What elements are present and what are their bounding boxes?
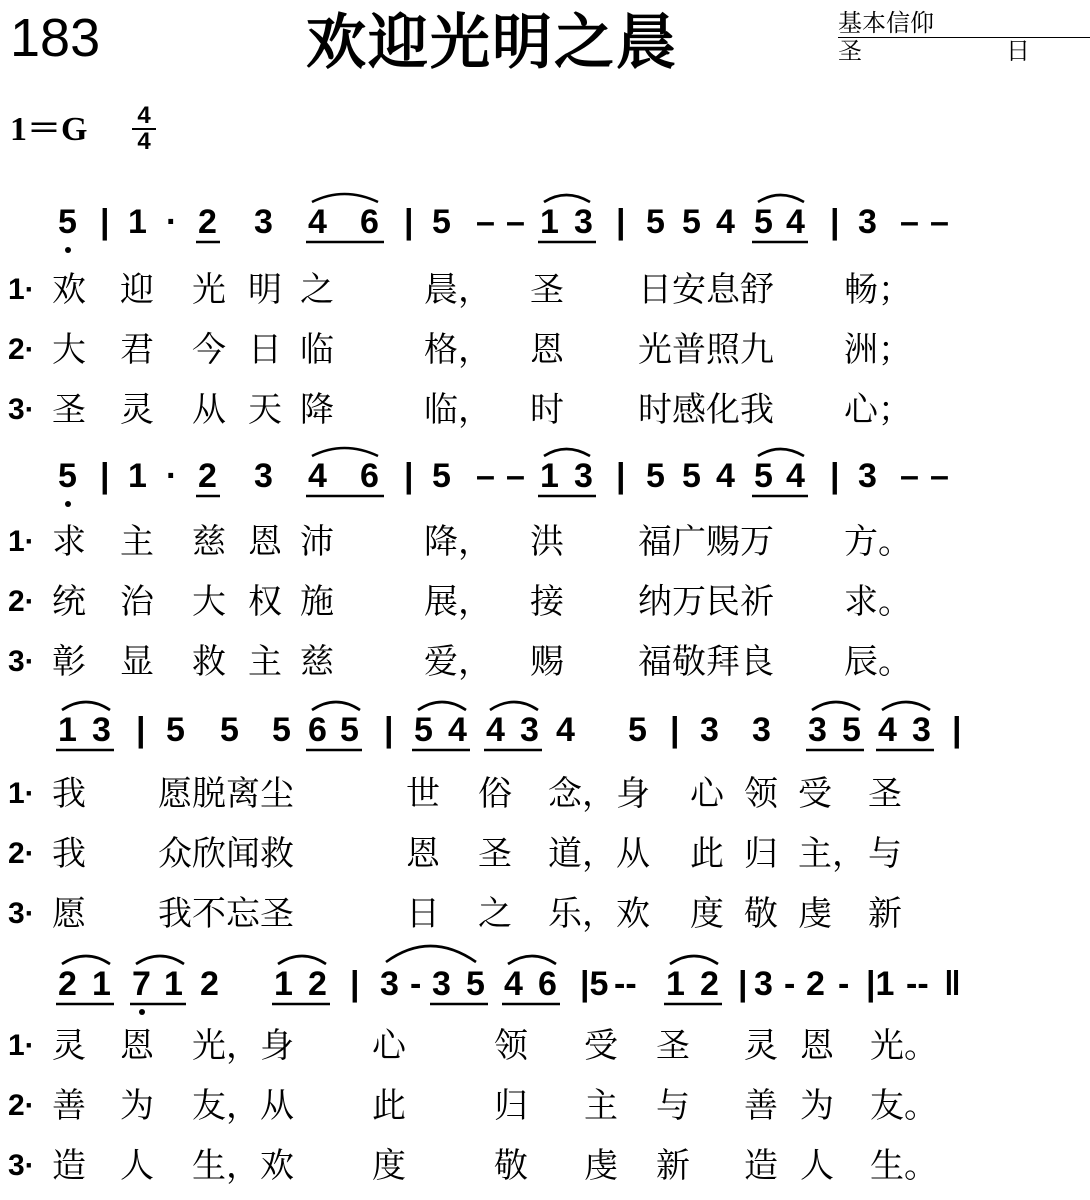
note: 2 <box>198 203 217 241</box>
slur-arc <box>312 194 378 202</box>
note: 3 <box>432 965 451 1003</box>
lyric: 度 <box>372 1146 406 1186</box>
lyric: 此 <box>372 1086 406 1126</box>
barline: | <box>100 457 110 495</box>
lyric: 光，身 <box>192 1026 294 1066</box>
lyric: 此 <box>690 834 724 874</box>
verse-number: 1· <box>8 273 35 306</box>
slur-arc <box>312 448 378 456</box>
note: 4 <box>486 711 505 749</box>
lyric: 善 <box>52 1086 86 1126</box>
category-label <box>838 10 1090 64</box>
dot: · <box>166 203 178 241</box>
lyric: 生。 <box>870 1146 938 1186</box>
note: 2 <box>58 965 77 1003</box>
lyric: 迎 <box>120 270 154 310</box>
verse-number: 2· <box>8 1089 35 1122</box>
lyric: 灵 <box>744 1026 778 1066</box>
verse-number: 3· <box>8 393 35 426</box>
note: 3 <box>754 965 773 1003</box>
lyric: 新 <box>868 894 902 934</box>
lyric: 降 <box>300 390 334 430</box>
lyric: 归 <box>744 834 778 874</box>
note: 3 <box>574 203 593 241</box>
verse-number: 3· <box>8 1149 35 1182</box>
lyric: 归 <box>494 1086 528 1126</box>
dash: – <box>900 203 919 241</box>
lyric: 众欣闻救 <box>158 834 294 874</box>
lyric: 为 <box>800 1086 834 1126</box>
lyric: 我不忘圣 <box>158 894 294 934</box>
lyric: 从 <box>192 390 226 430</box>
note: 3 <box>858 203 877 241</box>
lyric: 施 <box>300 582 334 622</box>
lyric: 新 <box>656 1146 690 1186</box>
slur-arc <box>418 702 466 710</box>
barline: | <box>670 711 680 749</box>
lyric: 恩 <box>120 1026 154 1066</box>
lyric: 领 <box>744 774 778 814</box>
note: 4 <box>716 457 735 495</box>
dash: - <box>784 965 796 1003</box>
lyrics-row-1-3 <box>0 386 987 436</box>
note: 6 <box>360 203 379 241</box>
slur-arc <box>490 702 538 710</box>
notation-row-2 <box>0 456 987 516</box>
lyric: 晨， <box>424 270 492 310</box>
lyric: 心 <box>372 1026 406 1066</box>
note: 5 <box>166 711 185 749</box>
lyric: 人 <box>120 1146 154 1186</box>
note: 5 <box>58 203 77 241</box>
note: 3 <box>858 457 877 495</box>
notation-row-4 <box>0 964 987 1024</box>
lyric: 乐，欢 <box>548 894 650 934</box>
lyric: 纳万民祈 <box>638 582 774 622</box>
lyrics-row-2-3 <box>0 638 987 688</box>
lyric: 圣 <box>478 834 512 874</box>
lyric: 方。 <box>844 522 912 562</box>
lyric: 生，欢 <box>192 1146 294 1186</box>
note: 4 <box>556 711 575 749</box>
lyric: 展， <box>424 582 492 622</box>
lyrics-row-2-1 <box>0 518 987 568</box>
category-sub: 圣 日 <box>838 37 1090 65</box>
lyric: 统 <box>52 582 86 622</box>
slur-arc <box>544 195 590 202</box>
note: 5 <box>58 457 77 495</box>
lyric: 求 <box>52 522 86 562</box>
lyric: 念，身 <box>548 774 650 814</box>
lyric: 俗 <box>478 774 512 814</box>
lyric: 主 <box>584 1086 618 1126</box>
slur-arc <box>882 702 930 710</box>
note: 3 <box>92 711 111 749</box>
barline: | <box>952 711 962 749</box>
note: 1 <box>128 457 147 495</box>
note: 6 <box>538 965 557 1003</box>
lyric: 恩 <box>406 834 440 874</box>
note: 6 <box>360 457 379 495</box>
verse-number: 1· <box>8 1029 35 1062</box>
note: 4 <box>786 457 805 495</box>
slur-arc <box>508 956 556 964</box>
lyric: 我 <box>52 774 86 814</box>
barline: | <box>404 457 414 495</box>
verse-number: 3· <box>8 645 35 678</box>
slur-arc <box>670 956 718 964</box>
dash: – <box>476 203 495 241</box>
dash: – <box>900 457 919 495</box>
verse-number: 2· <box>8 333 35 366</box>
slur-arc <box>62 702 110 710</box>
verse-number: 2· <box>8 585 35 618</box>
note: 7 <box>132 965 151 1003</box>
lyric: 圣 <box>868 774 902 814</box>
note: 3 <box>752 711 771 749</box>
barline: | <box>830 457 840 495</box>
lyric: 光 <box>192 270 226 310</box>
notation-row-3 <box>0 710 987 770</box>
lyric: 与 <box>868 834 902 874</box>
note: 5 <box>340 711 359 749</box>
note: 2 <box>700 965 719 1003</box>
note: 3 <box>808 711 827 749</box>
lyrics-row-4-2 <box>0 1082 987 1132</box>
note: 1 <box>274 965 293 1003</box>
time-signature-top: 4 <box>132 104 156 130</box>
barline: | <box>350 965 360 1003</box>
lyric: 临 <box>300 330 334 370</box>
verse-number: 1· <box>8 525 35 558</box>
note: 5 <box>754 457 773 495</box>
lyric: 日 <box>406 894 440 934</box>
lyric: 之 <box>478 894 512 934</box>
lyrics-row-3-3 <box>0 890 987 940</box>
lyric: 洪 <box>530 522 564 562</box>
note: 5 <box>682 457 701 495</box>
note: 2 <box>200 965 219 1003</box>
note: 4 <box>504 965 523 1003</box>
barline: | <box>738 965 748 1003</box>
barline: | <box>100 203 110 241</box>
lyric: 圣 <box>52 390 86 430</box>
lyric: 权 <box>248 582 282 622</box>
dash: – <box>930 203 949 241</box>
note: 5 <box>272 711 291 749</box>
barline: | <box>136 711 146 749</box>
note: 6 <box>308 711 327 749</box>
barline: |5 <box>580 965 609 1003</box>
lyric: 为 <box>120 1086 154 1126</box>
note: 2 <box>806 965 825 1003</box>
lyric: 光。 <box>870 1026 938 1066</box>
lyric: 恩 <box>800 1026 834 1066</box>
note: 3 <box>574 457 593 495</box>
lyrics-row-4-1 <box>0 1022 987 1072</box>
hymn-title: 欢迎光明之晨 <box>306 8 678 78</box>
category-main: 基本信仰 <box>838 10 1090 38</box>
lyric: 与 <box>656 1086 690 1126</box>
note: 4 <box>308 203 327 241</box>
dash: - <box>838 965 850 1003</box>
lyric: 治 <box>120 582 154 622</box>
slur-arc <box>386 946 476 962</box>
note: 1 <box>92 965 111 1003</box>
lyrics-row-3-1 <box>0 770 987 820</box>
lyric: 之 <box>300 270 334 310</box>
lyric: 灵 <box>52 1026 86 1066</box>
slur-arc <box>544 449 590 456</box>
lyric: 敬 <box>494 1146 528 1186</box>
barline: | <box>830 203 840 241</box>
note: 3 <box>380 965 399 1003</box>
note: 4 <box>308 457 327 495</box>
note: 1 <box>666 965 685 1003</box>
lyric: 今 <box>192 330 226 370</box>
note: 5 <box>220 711 239 749</box>
lyric: 大 <box>52 330 86 370</box>
barline: | <box>384 711 394 749</box>
lyric: 友。 <box>870 1086 938 1126</box>
slur-arc <box>758 449 804 456</box>
note: 5 <box>432 203 451 241</box>
lyric: 心 <box>690 774 724 814</box>
lyric: 慈 <box>192 522 226 562</box>
note: 4 <box>716 203 735 241</box>
slur-arc <box>758 195 804 202</box>
note: 2 <box>308 965 327 1003</box>
lyrics-row-1-2 <box>0 326 987 376</box>
note: 5 <box>432 457 451 495</box>
lyric: 救 <box>192 642 226 682</box>
lyric: 降， <box>424 522 492 562</box>
lyrics-row-3-2 <box>0 830 987 880</box>
note: 4 <box>448 711 467 749</box>
lyrics-row-1-1 <box>0 266 987 316</box>
verse-number: 2· <box>8 837 35 870</box>
slur-arc <box>136 956 184 964</box>
lyric: 受 <box>798 774 832 814</box>
note: 4 <box>878 711 897 749</box>
lyric: 天 <box>248 390 282 430</box>
lyric: 善 <box>744 1086 778 1126</box>
lyric: 赐 <box>530 642 564 682</box>
lyric: 心； <box>844 390 912 430</box>
barline: |1 <box>866 965 895 1003</box>
barline: | <box>404 203 414 241</box>
note: 5 <box>414 711 433 749</box>
lyric: 圣 <box>656 1026 690 1066</box>
lyric: 显 <box>120 642 154 682</box>
note: 3 <box>254 457 273 495</box>
note: 1 <box>128 203 147 241</box>
note: 3 <box>254 203 273 241</box>
lyric: 彰 <box>52 642 86 682</box>
lyric: 欢 <box>52 270 86 310</box>
final-barline: ‖ <box>944 965 961 1003</box>
note: 5 <box>682 203 701 241</box>
dash: – <box>930 457 949 495</box>
lyric: 明 <box>248 270 282 310</box>
lyric: 主 <box>120 522 154 562</box>
note: 3 <box>700 711 719 749</box>
lyrics-row-2-2 <box>0 578 987 628</box>
dash: -- <box>614 965 637 1003</box>
key-signature: 1＝G <box>10 111 88 148</box>
note: 5 <box>628 711 647 749</box>
dot: · <box>166 457 178 495</box>
lyric: 君 <box>120 330 154 370</box>
lyric: 求。 <box>844 582 912 622</box>
lyric: 领 <box>494 1026 528 1066</box>
lyric: 恩 <box>248 522 282 562</box>
lyric: 人 <box>800 1146 834 1186</box>
slur-arc <box>812 702 860 710</box>
lyric: 日安息舒 <box>638 270 774 310</box>
dash: – <box>476 457 495 495</box>
lyric: 光普照九 <box>638 330 774 370</box>
note: 3 <box>912 711 931 749</box>
lyric: 灵 <box>120 390 154 430</box>
note: 2 <box>198 457 217 495</box>
note: 1 <box>540 203 559 241</box>
slur-arc <box>62 956 110 964</box>
note: 5 <box>646 457 665 495</box>
barline: | <box>616 203 626 241</box>
note: 5 <box>466 965 485 1003</box>
lyric: 大 <box>192 582 226 622</box>
lyric: 道，从 <box>548 834 650 874</box>
time-signature-bottom: 4 <box>137 128 151 155</box>
slur-arc <box>278 956 326 964</box>
slur-arc <box>312 702 360 710</box>
note: 1 <box>540 457 559 495</box>
note: 5 <box>842 711 861 749</box>
lyric: 圣 <box>530 270 564 310</box>
lyric: 恩 <box>530 330 564 370</box>
lyric: 愿 <box>52 894 86 934</box>
lyric: 愿脱离尘 <box>158 774 294 814</box>
lyric: 沛 <box>300 522 334 562</box>
lyrics-row-4-3 <box>0 1142 987 1192</box>
lyric: 友，从 <box>192 1086 294 1126</box>
lyric: 造 <box>744 1146 778 1186</box>
note: 5 <box>754 203 773 241</box>
lyric: 临， <box>424 390 492 430</box>
dash: – <box>506 457 525 495</box>
note: 1 <box>164 965 183 1003</box>
lyric: 爱， <box>424 642 492 682</box>
time-signature <box>132 104 156 154</box>
note: 1 <box>58 711 77 749</box>
lyric: 主， <box>798 834 866 874</box>
lyric: 格， <box>424 330 492 370</box>
note: 4 <box>786 203 805 241</box>
lyric: 受 <box>584 1026 618 1066</box>
dash: - <box>410 965 422 1003</box>
lyric: 敬 <box>744 894 778 934</box>
note: 5 <box>646 203 665 241</box>
lyric: 慈 <box>300 642 334 682</box>
verse-number: 3· <box>8 897 35 930</box>
hymn-number: 183 <box>10 8 101 68</box>
verse-number: 1· <box>8 777 35 810</box>
lyric: 造 <box>52 1146 86 1186</box>
lyric: 洲； <box>844 330 912 370</box>
lyric: 我 <box>52 834 86 874</box>
lyric: 虔 <box>584 1146 618 1186</box>
lyric: 日 <box>248 330 282 370</box>
dash: – <box>506 203 525 241</box>
lyric: 度 <box>690 894 724 934</box>
barline: | <box>616 457 626 495</box>
lyric: 福敬拜良 <box>638 642 774 682</box>
lyric: 时 <box>530 390 564 430</box>
lyric: 接 <box>530 582 564 622</box>
lyric: 辰。 <box>844 642 912 682</box>
lyric: 畅； <box>844 270 912 310</box>
lyric: 主 <box>248 642 282 682</box>
dash: -- <box>906 965 929 1003</box>
lyric: 虔 <box>798 894 832 934</box>
notation-row-1 <box>0 202 987 262</box>
lyric: 世 <box>406 774 440 814</box>
lyric: 福广赐万 <box>638 522 774 562</box>
note: 3 <box>520 711 539 749</box>
lyric: 时感化我 <box>638 390 774 430</box>
